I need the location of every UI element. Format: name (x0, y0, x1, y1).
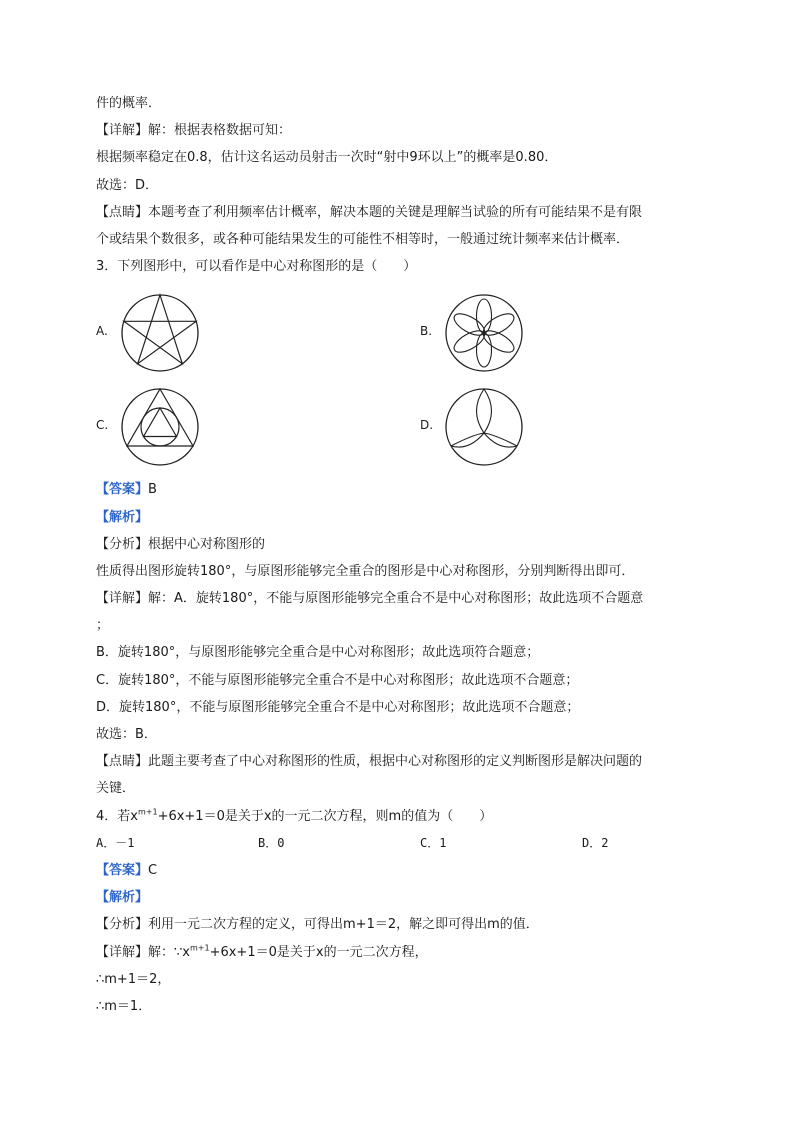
flower-in-circle-figure (442, 291, 526, 375)
three-arc-circle-figure (442, 385, 526, 469)
answer-line (96, 857, 716, 884)
text: 个或结果个数很多，或各种可能结果发生的可能性不相等时，一般通过统计频率来估计概率． (96, 231, 630, 247)
text: 3．下列图形中，可以看作是中心对称图形的是（ ） (96, 259, 417, 275)
text: 件的概率． (96, 96, 162, 111)
remark-line (96, 748, 716, 775)
answer-value: C (148, 862, 158, 878)
pentagram-in-circle-figure (118, 291, 202, 375)
exponent: m+1 (137, 807, 158, 817)
analysis-line (96, 504, 716, 531)
text-line (96, 144, 716, 171)
options-row-cd (96, 382, 716, 476)
choice-d[interactable]: D．2 (582, 835, 609, 850)
text-line (96, 90, 716, 117)
xiangjie-tag: 【详解】 (96, 944, 149, 960)
text-line (96, 993, 716, 1020)
text: 4．若x (96, 808, 138, 824)
remark-tag: 【点睛】 (96, 754, 149, 770)
text: 根据中心对称图形的 (148, 536, 266, 552)
answer-value: B (148, 482, 157, 498)
text: 故选：B． (96, 727, 157, 742)
xiangjie-line (96, 939, 716, 966)
fenxi-line (96, 531, 716, 558)
text: D．旋转180°，不能与原图形能够完全重合不是中心对称图形；故此选项不合题意； (96, 699, 580, 715)
analysis-line (96, 884, 716, 911)
answer-tag: 【答案】 (96, 482, 149, 498)
question-4-stem (96, 803, 716, 830)
text-line (96, 558, 716, 585)
answer-line (96, 476, 716, 503)
option-label: A. (96, 324, 108, 339)
detail-line (96, 117, 716, 144)
text: +6x+1＝0是关于x的一元二次方程， (209, 944, 428, 960)
fenxi-tag: 【分析】 (96, 536, 149, 552)
choice-a[interactable]: A．－1 (96, 835, 135, 850)
text-line (96, 694, 716, 721)
choice-c[interactable]: C．1 (420, 835, 447, 850)
text-line (96, 721, 716, 748)
text: 故选：D． (96, 177, 159, 193)
option-label: B. (420, 324, 433, 339)
text: C．旋转180°，不能与原图形能够完全重合不是中心对称图形；故此选项不合题意； (96, 672, 579, 688)
text: ； (96, 618, 110, 634)
text: 关键． (96, 781, 136, 797)
text: ∴m＝1． (96, 998, 152, 1014)
analysis-tag: 【解析】 (96, 509, 149, 525)
fenxi-tag: 【分析】 (96, 917, 149, 933)
xiangjie-line (96, 585, 716, 612)
text: +6x+1＝0是关于x的一元二次方程，则m的值为（ ） (157, 808, 493, 824)
text: 解：∵x (148, 944, 190, 960)
answer-tag: 【答案】 (96, 862, 149, 878)
text: 利用一元二次方程的定义，可得出m+1＝2，解之即可得出m的值． (148, 917, 539, 933)
choice-b[interactable]: B．0 (258, 835, 285, 850)
text-line (96, 966, 716, 993)
question-3-stem (96, 253, 716, 280)
detail-tag: 【详解】 (96, 123, 149, 139)
question-4-choices (96, 830, 716, 857)
text: 解：A．旋转180°，不能与原图形能够完全重合不是中心对称图形；故此选项不合题意 (148, 591, 644, 607)
xiangjie-tag: 【详解】 (96, 591, 149, 607)
triangles-circles-figure (118, 385, 202, 469)
text: ∴m+1＝2， (96, 971, 171, 987)
remark-line (96, 199, 716, 226)
fenxi-line (96, 911, 716, 938)
text: 解：根据表格数据可知： (148, 123, 292, 139)
text-line (96, 639, 716, 666)
text: 本题考查了利用频率估计概率，解决本题的关键是理解当试验的所有可能结果不是有限 (148, 204, 643, 220)
text: 此题主要考查了中心对称图形的性质，根据中心对称图形的定义判断图形是解决问题的 (148, 754, 643, 770)
analysis-tag: 【解析】 (96, 890, 149, 906)
remark-tag: 【点睛】 (96, 204, 149, 220)
text: 性质得出图形旋转180°，与原图形能够完全重合的图形是中心对称图形，分别判断得出即可． (96, 563, 635, 579)
option-label: C. (96, 418, 109, 433)
text-line (96, 226, 716, 253)
options-row-ab (96, 288, 716, 382)
text-line (96, 612, 716, 639)
exponent: m+1 (189, 943, 210, 953)
text-line (96, 775, 716, 802)
text: 根据频率稳定在0.8，估计这名运动员射击一次时“射中9环以上”的概率是0.80． (96, 150, 558, 166)
text-line (96, 172, 716, 199)
option-label: D. (420, 418, 434, 433)
document-page (96, 90, 716, 1020)
text: B．旋转180°，与原图形能够完全重合是中心对称图形；故此选项符合题意； (96, 645, 540, 661)
text-line (96, 667, 716, 694)
